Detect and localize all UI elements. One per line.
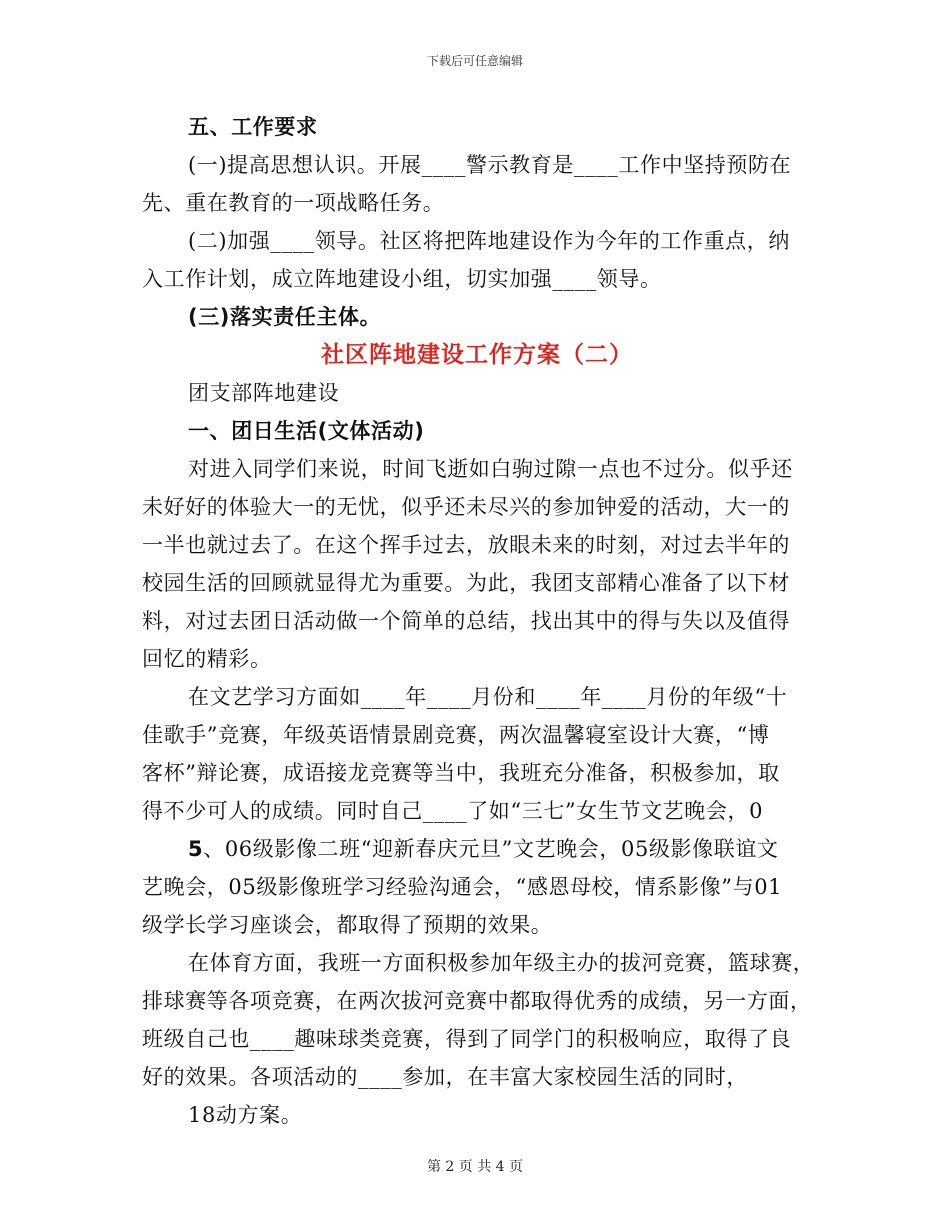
paragraph-line: (二)加强____领导。社区将把阵地建设作为今年的工作重点，纳 xyxy=(188,229,790,253)
paragraph-line: 级学长学习座谈会，都取得了预期的效果。 xyxy=(142,913,553,937)
paragraph-line: 校园生活的回顾就显得尤为重要。为此，我团支部精心准备了以下材 xyxy=(142,571,790,595)
paragraph-line: 得不少可人的成绩。同时自己____了如“三七”女生节文艺晚会，0 xyxy=(142,799,764,823)
paragraph-line: 在体育方面，我班一方面积极参加年级主办的拔河竞赛，篮球赛， xyxy=(188,951,815,975)
paragraph-line: 客杯”辩论赛，成语接龙竞赛等当中，我班充分准备，积极参加，取 xyxy=(142,761,780,785)
paragraph-line: (一)提高思想认识。开展____警示教育是____工作中坚持预防在 xyxy=(188,153,792,177)
paragraph-line: 回忆的精彩。 xyxy=(142,647,272,671)
paragraph-line: 班级自己也____趣味球类竞赛，得到了同学门的积极响应，取得了良 xyxy=(142,1027,792,1051)
paragraph-line: 未好好的体验大一的无忧，似乎还未尽兴的参加钟爱的活动，大一的 xyxy=(142,495,790,519)
paragraph-text: 、06级影像二班“迎新春庆元旦”文艺晚会，05级影像联谊文 xyxy=(203,837,779,861)
paragraph-line: 在文艺学习方面如____年____月份和____年____月份的年级“十 xyxy=(188,685,788,709)
section-item-heading: (三)落实责任主体。 xyxy=(188,305,382,329)
paragraph-line: 好的效果。各项活动的____参加，在丰富大家校园生活的同时， xyxy=(142,1065,748,1089)
subtitle: 团支部阵地建设 xyxy=(188,381,340,405)
page-number: 第 2 页 共 4 页 xyxy=(426,1159,524,1175)
paragraph-line: 先、重在教育的一项战略任务。 xyxy=(142,191,445,215)
part-heading: 一、团日生活(文体活动) xyxy=(188,419,425,443)
paragraph-line xyxy=(142,830,812,868)
document-title: 社区阵地建设工作方案（二） xyxy=(321,342,633,368)
paragraph-line: 一半也就过去了。在这个挥手过去，放眼未来的时刻，对过去半年的 xyxy=(142,533,790,557)
paragraph-line: 料，对过去团日活动做一个简单的总结，找出其中的得与失以及值得 xyxy=(142,609,790,633)
paragraph-line: 艺晚会，05级影像班学习经验沟通会，“感恩母校，情系影像”与01 xyxy=(142,875,783,899)
document-body xyxy=(142,108,815,1134)
paragraph-line: 对进入同学们来说，时间飞逝如白驹过隙一点也不过分。似乎还 xyxy=(188,457,793,481)
paragraph-line: 入工作计划，成立阵地建设小组，切实加强____领导。 xyxy=(142,267,662,291)
header-note: 下载后可任意编辑 xyxy=(426,54,523,68)
paragraph-line: 佳歌手”竞赛，年级英语情景剧竞赛，两次温馨寝室设计大赛，“博 xyxy=(142,723,770,747)
paragraph-line: 排球赛等各项竞赛，在两次拔河竞赛中都取得优秀的成绩，另一方面， xyxy=(142,989,812,1013)
paragraph-lead-number: 5 xyxy=(188,837,204,861)
section-heading: 五、工作要求 xyxy=(188,115,318,139)
paragraph-line: 18动方案。 xyxy=(188,1103,303,1127)
